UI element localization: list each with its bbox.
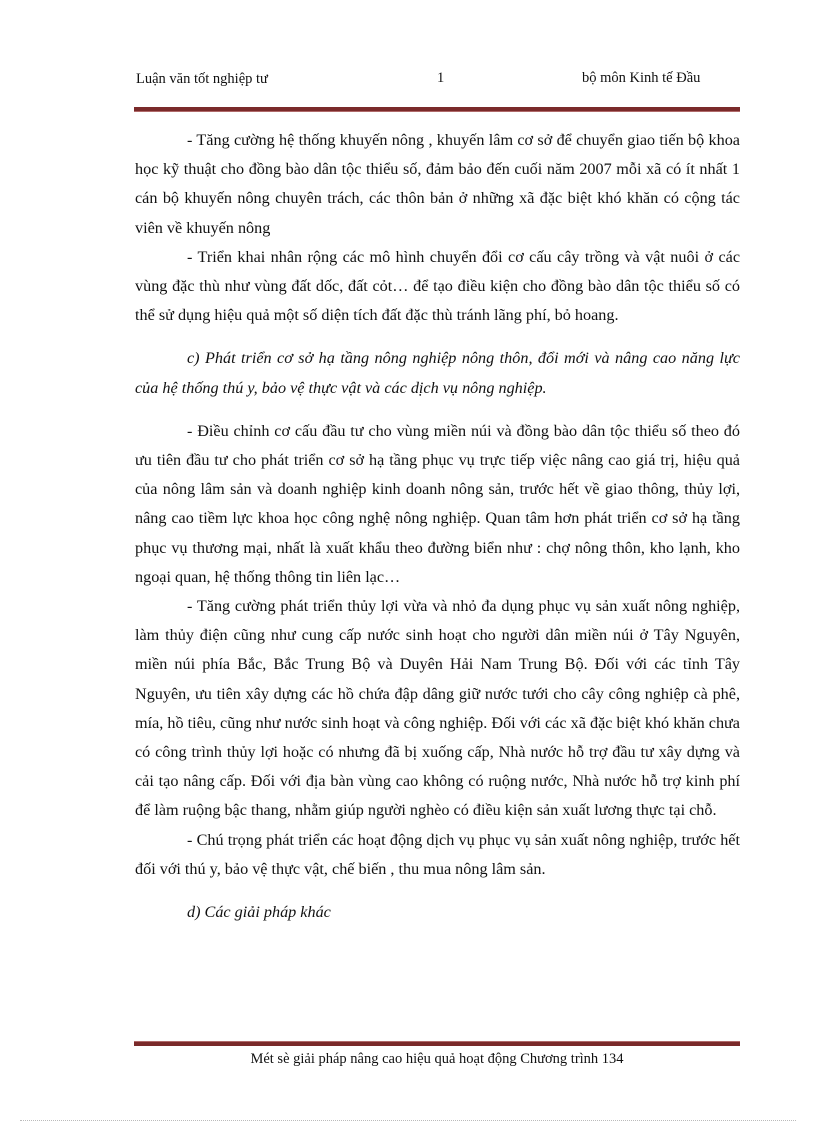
document-body <box>135 126 740 927</box>
paragraph-irrigation: - Tăng cường phát triển thủy lợi vừa và nhỏ đa dụng phục vụ sản xuất nông nghiệp, làm thủy điện cũng như cung cấp nước sinh hoạt cho người dân miền núi ở Tây Nguyên, miền núi phía Bắc, Bắc Trung Bộ và Duyên Hải Nam Trung Bộ. Đối với các tỉnh Tây Nguyên, ưu tiên xây dựng các hồ chứa đập dâng giữ nước tưới cho cây công nghiệp cà phê, mía, hồ tiêu, cũng như nước sinh hoạt và công nghiệp. Đối với các xã đặc biệt khó khăn chưa có công trình thủy lợi hoặc có nhưng đã bị xuống cấp, Nhà nước hỗ trợ đầu tư xây dựng và cải tạo nâng cấp. Đối với địa bàn vùng cao không có ruộng nước, Nhà nước hỗ trợ kinh phí để làm ruộng bậc thang, nhằm giúp người nghèo có điều kiện sản xuất lương thực tại chỗ. <box>135 597 740 820</box>
spacer <box>135 884 740 898</box>
header-page-number: 1 <box>437 70 445 86</box>
header-left-title: Luận văn tốt nghiệp tư <box>136 71 268 87</box>
footer-divider <box>134 1041 740 1046</box>
section-heading-c: c) Phát triển cơ sở hạ tầng nông nghiệp nông thôn, đổi mới và nâng cao năng lực của hệ thống thú y, bảo vệ thực vật và các dịch vụ nông nghiệp. <box>135 349 740 397</box>
spacer <box>135 330 740 344</box>
paragraph-investment-structure: - Điều chỉnh cơ cấu đầu tư cho vùng miền núi và đồng bào dân tộc thiểu số theo đó ưu tiên đầu tư cho phát triển cơ sở hạ tầng phục vụ trực tiếp việc nâng cao giá trị, hiệu quả của nông lâm sản và doanh nghiệp kinh doanh nông sản, trước hết về giao thông, thủy lợi, nâng cao tiềm lực khoa học công nghệ nông nghiệp. Quan tâm hơn phát triển cơ sở hạ tầng phục vụ thương mại, nhất là xuất khẩu theo đường biển như : chợ nông thôn, kho lạnh, kho ngoại quan, hệ thống thông tin liên lạc… <box>135 421 740 586</box>
paragraph-agricultural-services: - Chú trọng phát triển các hoạt động dịch vụ phục vụ sản xuất nông nghiệp, trước hết đối với thú y, bảo vệ thực vật, chế biến , thu mua nông lâm sản. <box>135 830 740 878</box>
page-bottom-edge <box>20 1120 796 1121</box>
header-right-title: bộ môn Kinh tế Đầu <box>582 70 701 86</box>
paragraph-crop-restructuring: - Triển khai nhân rộng các mô hình chuyển đổi cơ cấu cây trồng và vật nuôi ở các vùng đặc thù như vùng đất dốc, đất cỏt… để tạo điều kiện cho đồng bào dân tộc thiểu số có thể sử dụng hiệu quả một số diện tích đất đặc thù tránh lãng phí, bỏ hoang. <box>135 247 740 325</box>
header-divider <box>134 107 740 112</box>
spacer <box>135 403 740 417</box>
paragraph-agricultural-extension: - Tăng cường hệ thống khuyến nông , khuyến lâm cơ sở để chuyển giao tiến bộ khoa học kỹ thuật cho đồng bào dân tộc thiểu số, đảm bảo đến cuối năm 2007 mỗi xã có ít nhất 1 cán bộ khuyến nông chuyên trách, các thôn bản ở những xã đặc biệt khó khăn có cộng tác viên về khuyến nông <box>135 131 740 237</box>
section-heading-d: d) Các giải pháp khác <box>187 903 331 922</box>
footer-title: Mét sè giải pháp nâng cao hiệu quả hoạt động Chương trình 134 <box>250 1051 624 1067</box>
